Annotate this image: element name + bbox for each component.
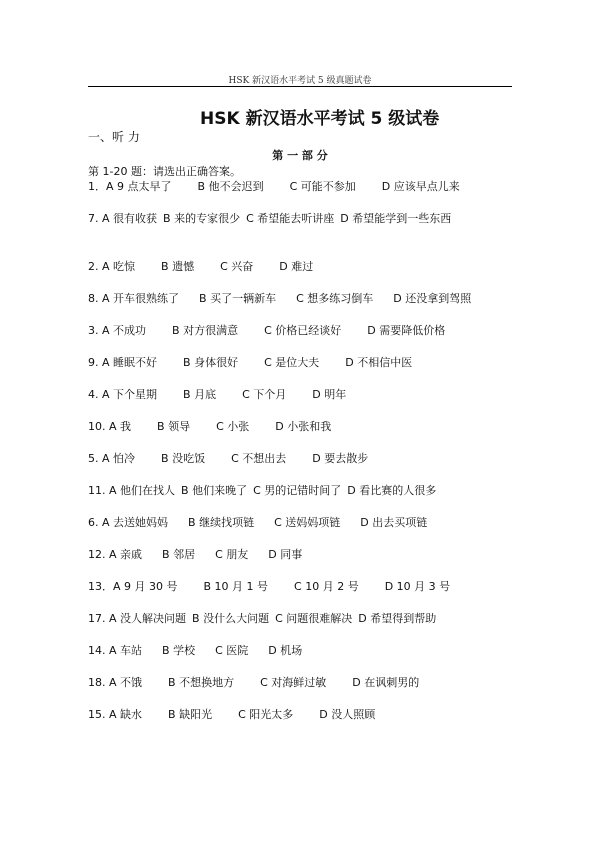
question-number: 1．	[88, 180, 106, 193]
option-c: C 10 月 2 号	[294, 580, 359, 593]
option-c: C 是位大夫	[264, 356, 320, 369]
option-a: A 亲戚	[109, 548, 143, 561]
option-c: C 小张	[216, 420, 250, 433]
option-c: C 对海鲜过敏	[260, 676, 327, 689]
option-d: D 看比赛的人很多	[347, 484, 437, 497]
option-d: D 难过	[279, 260, 314, 273]
question-number: 15.	[88, 708, 109, 721]
question-item	[88, 450, 512, 467]
option-a: A 9 月 30 号	[113, 580, 178, 593]
question-item	[88, 546, 512, 563]
option-a: A 不成功	[102, 324, 147, 337]
question-item	[88, 578, 512, 595]
option-b: B 身体很好	[183, 356, 239, 369]
option-c: C 问题很难解决	[275, 612, 353, 625]
option-b: B 继续找项链	[188, 516, 255, 529]
option-b: B 没什么大问题	[192, 612, 270, 625]
question-number: 6.	[88, 516, 102, 529]
instructions: 第 1-20 题：请选出正确答案。	[88, 165, 241, 178]
question-item	[88, 610, 512, 627]
option-c: C 希望能去听讲座	[246, 212, 335, 225]
option-d: D 小张和我	[275, 420, 332, 433]
option-d: D 要去散步	[312, 452, 369, 465]
option-c: C 兴奋	[220, 260, 254, 273]
option-c: C 不想出去	[231, 452, 287, 465]
question-number: 8.	[88, 292, 102, 305]
option-c: C 想多练习倒车	[296, 292, 374, 305]
question-item	[88, 322, 512, 339]
option-b: B 来的专家很少	[163, 212, 241, 225]
option-a: A 很有收获	[102, 212, 158, 225]
question-number: 10.	[88, 420, 109, 433]
question-item	[88, 354, 512, 371]
option-d: D 同事	[268, 548, 303, 561]
option-b: B 他不会迟到	[197, 180, 264, 193]
option-a: A 他们在找人	[109, 484, 176, 497]
question-number: 12.	[88, 548, 109, 561]
question-item	[88, 290, 512, 307]
question-item	[88, 674, 512, 691]
option-c: C 男的记错时间了	[253, 484, 342, 497]
question-number: 3.	[88, 324, 102, 337]
option-b: B 领导	[157, 420, 191, 433]
question-item	[88, 178, 512, 195]
option-a: A 下个星期	[102, 388, 158, 401]
question-item	[88, 514, 512, 531]
question-number: 7.	[88, 212, 102, 225]
option-a: A 吃惊	[102, 260, 136, 273]
part-heading: 第 一 部 分	[272, 149, 328, 162]
option-a: A 不饿	[109, 676, 143, 689]
option-a: A 去送她妈妈	[102, 516, 169, 529]
option-b: B 对方很满意	[172, 324, 239, 337]
question-item	[88, 706, 512, 723]
question-item	[88, 210, 512, 227]
running-header: HSK 新汉语水平考试 5 级真题试卷	[228, 76, 372, 86]
option-b: B 10 月 1 号	[203, 580, 269, 593]
option-a: A 开车很熟练了	[102, 292, 180, 305]
option-d: D 需要降低价格	[367, 324, 446, 337]
option-a: A 车站	[109, 644, 143, 657]
option-d: D 还没拿到驾照	[393, 292, 472, 305]
question-number: 9.	[88, 356, 102, 369]
option-a: A 怕冷	[102, 452, 136, 465]
option-b: B 不想换地方	[168, 676, 235, 689]
option-d: D 希望能学到一些东西	[340, 212, 452, 225]
question-number: 5.	[88, 452, 102, 465]
option-c: C 送妈妈项链	[274, 516, 341, 529]
question-item	[88, 386, 512, 403]
question-item	[88, 258, 512, 275]
option-d: D 明年	[312, 388, 347, 401]
option-c: C 可能不参加	[289, 180, 356, 193]
option-a: A 缺水	[109, 708, 143, 721]
option-d: D 希望得到帮助	[358, 612, 437, 625]
option-c: C 医院	[215, 644, 249, 657]
option-a: A 9 点太早了	[106, 180, 172, 193]
option-c: C 阳光太多	[238, 708, 294, 721]
option-c: C 下个月	[242, 388, 287, 401]
option-a: A 睡眠不好	[102, 356, 158, 369]
question-number: 18.	[88, 676, 109, 689]
option-d: D 机场	[268, 644, 303, 657]
option-b: B 遗憾	[161, 260, 195, 273]
option-b: B 缺阳光	[168, 708, 213, 721]
question-item	[88, 482, 512, 499]
option-b: B 他们来晚了	[181, 484, 248, 497]
question-item	[88, 418, 512, 435]
question-number: 17.	[88, 612, 109, 625]
question-item	[88, 642, 512, 659]
section-heading: 一、听 力	[88, 130, 140, 144]
option-a: A 我	[109, 420, 132, 433]
option-d: D 应该早点儿来	[381, 180, 460, 193]
option-c: C 价格已经谈好	[264, 324, 342, 337]
option-a: A 没人解决问题	[109, 612, 187, 625]
question-number: 13．	[88, 580, 113, 593]
option-b: B 没吃饭	[161, 452, 206, 465]
option-d: D 没人照顾	[319, 708, 376, 721]
option-d: D 出去买项链	[360, 516, 428, 529]
question-number: 14.	[88, 644, 109, 657]
option-b: B 买了一辆新车	[199, 292, 277, 305]
page-title: HSK 新汉语水平考试 5 级试卷	[200, 109, 440, 129]
question-number: 2.	[88, 260, 102, 273]
option-d: D 10 月 3 号	[384, 580, 451, 593]
option-b: B 学校	[162, 644, 196, 657]
option-b: B 月底	[183, 388, 217, 401]
question-number: 4.	[88, 388, 102, 401]
option-d: D 不相信中医	[345, 356, 413, 369]
header-rule	[88, 86, 512, 87]
option-d: D 在讽刺男的	[352, 676, 420, 689]
option-c: C 朋友	[215, 548, 249, 561]
option-b: B 邻居	[162, 548, 196, 561]
question-number: 11.	[88, 484, 109, 497]
